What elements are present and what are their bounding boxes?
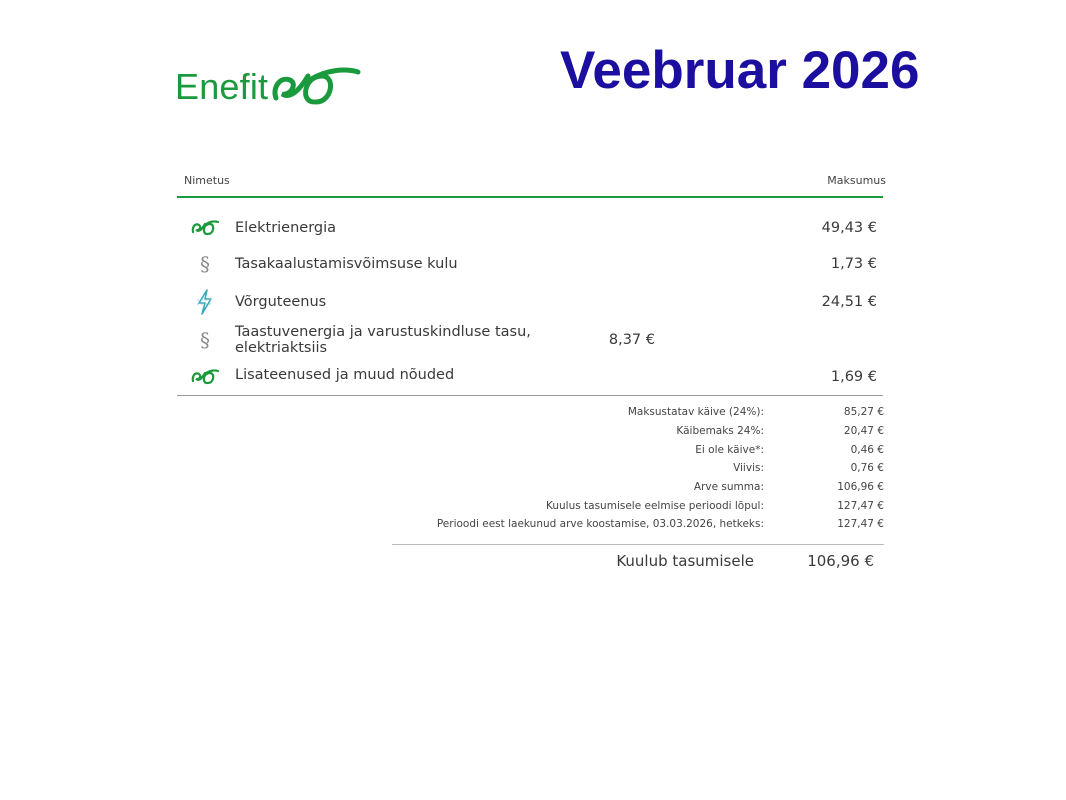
logo-text: Enefit xyxy=(175,66,269,107)
items-divider xyxy=(177,395,883,396)
summary-value: 0,76 € xyxy=(850,462,884,474)
item-label: Taastuvenergia ja varustuskindluse tasu, elektriaktsiis xyxy=(235,324,531,356)
summary-label: Arve summa: xyxy=(693,481,764,493)
header-divider xyxy=(177,196,883,198)
invoice-row-balancing xyxy=(177,252,877,276)
total-divider xyxy=(392,544,884,545)
summary-value: 106,96 € xyxy=(837,481,884,493)
summary-label: Viivis: xyxy=(733,462,764,474)
summary-row xyxy=(390,423,884,439)
column-header-cost: Maksumus xyxy=(827,174,886,187)
lightning-icon xyxy=(177,289,233,315)
item-value: 1,73 € xyxy=(830,256,877,272)
summary-row xyxy=(390,442,884,458)
summary-label: Ei ole käive*: xyxy=(695,444,764,456)
summary-value: 127,47 € xyxy=(837,518,884,530)
summary-label: Kuulus tasumisele eelmise perioodi lõpul: xyxy=(545,500,764,512)
invoice-row-renewable xyxy=(177,322,877,358)
item-value: 1,69 € xyxy=(830,369,877,385)
page-title: Veebruar 2026 xyxy=(560,41,920,100)
item-label: Lisateenused ja muud nõuded xyxy=(235,367,455,383)
summary-row xyxy=(390,479,884,495)
section-sign-icon: § xyxy=(200,252,210,276)
summary-label: Maksustatav käive (24%): xyxy=(627,406,764,418)
invoice-row-network xyxy=(177,290,877,314)
enefit-leaf-icon xyxy=(177,219,233,237)
enefit-logo xyxy=(175,64,362,110)
item-label: Tasakaalustamisvõimsuse kulu xyxy=(235,256,458,272)
invoice-row-electricity xyxy=(177,216,877,240)
amount-due-row xyxy=(390,552,874,570)
summary-value: 0,46 € xyxy=(850,444,884,456)
summary-row xyxy=(390,498,884,514)
amount-due-value: 106,96 € xyxy=(807,552,874,570)
summary-value: 85,27 € xyxy=(843,406,884,418)
enefit-leaf-icon xyxy=(177,368,233,386)
summary-row xyxy=(390,404,884,420)
summary-row xyxy=(390,516,884,532)
summary-label: Perioodi eest laekunud arve koostamise, 03.03.2026, hetkeks: xyxy=(436,518,764,530)
item-value: 8,37 € xyxy=(608,332,655,348)
amount-due-label: Kuulub tasumisele xyxy=(616,552,754,570)
item-label: Võrguteenus xyxy=(235,294,327,310)
summary-label: Käibemaks 24%: xyxy=(676,425,764,437)
item-label: Elektrienergia xyxy=(235,220,337,236)
enefit-leaf-icon xyxy=(270,64,362,110)
summary-value: 127,47 € xyxy=(837,500,884,512)
column-header-name: Nimetus xyxy=(184,174,230,187)
item-value: 24,51 € xyxy=(821,294,877,310)
summary-value: 20,47 € xyxy=(843,425,884,437)
section-sign-icon: § xyxy=(200,328,210,352)
summary-row xyxy=(390,460,884,476)
invoice-row-extras xyxy=(177,365,877,389)
item-value: 49,43 € xyxy=(821,220,877,236)
